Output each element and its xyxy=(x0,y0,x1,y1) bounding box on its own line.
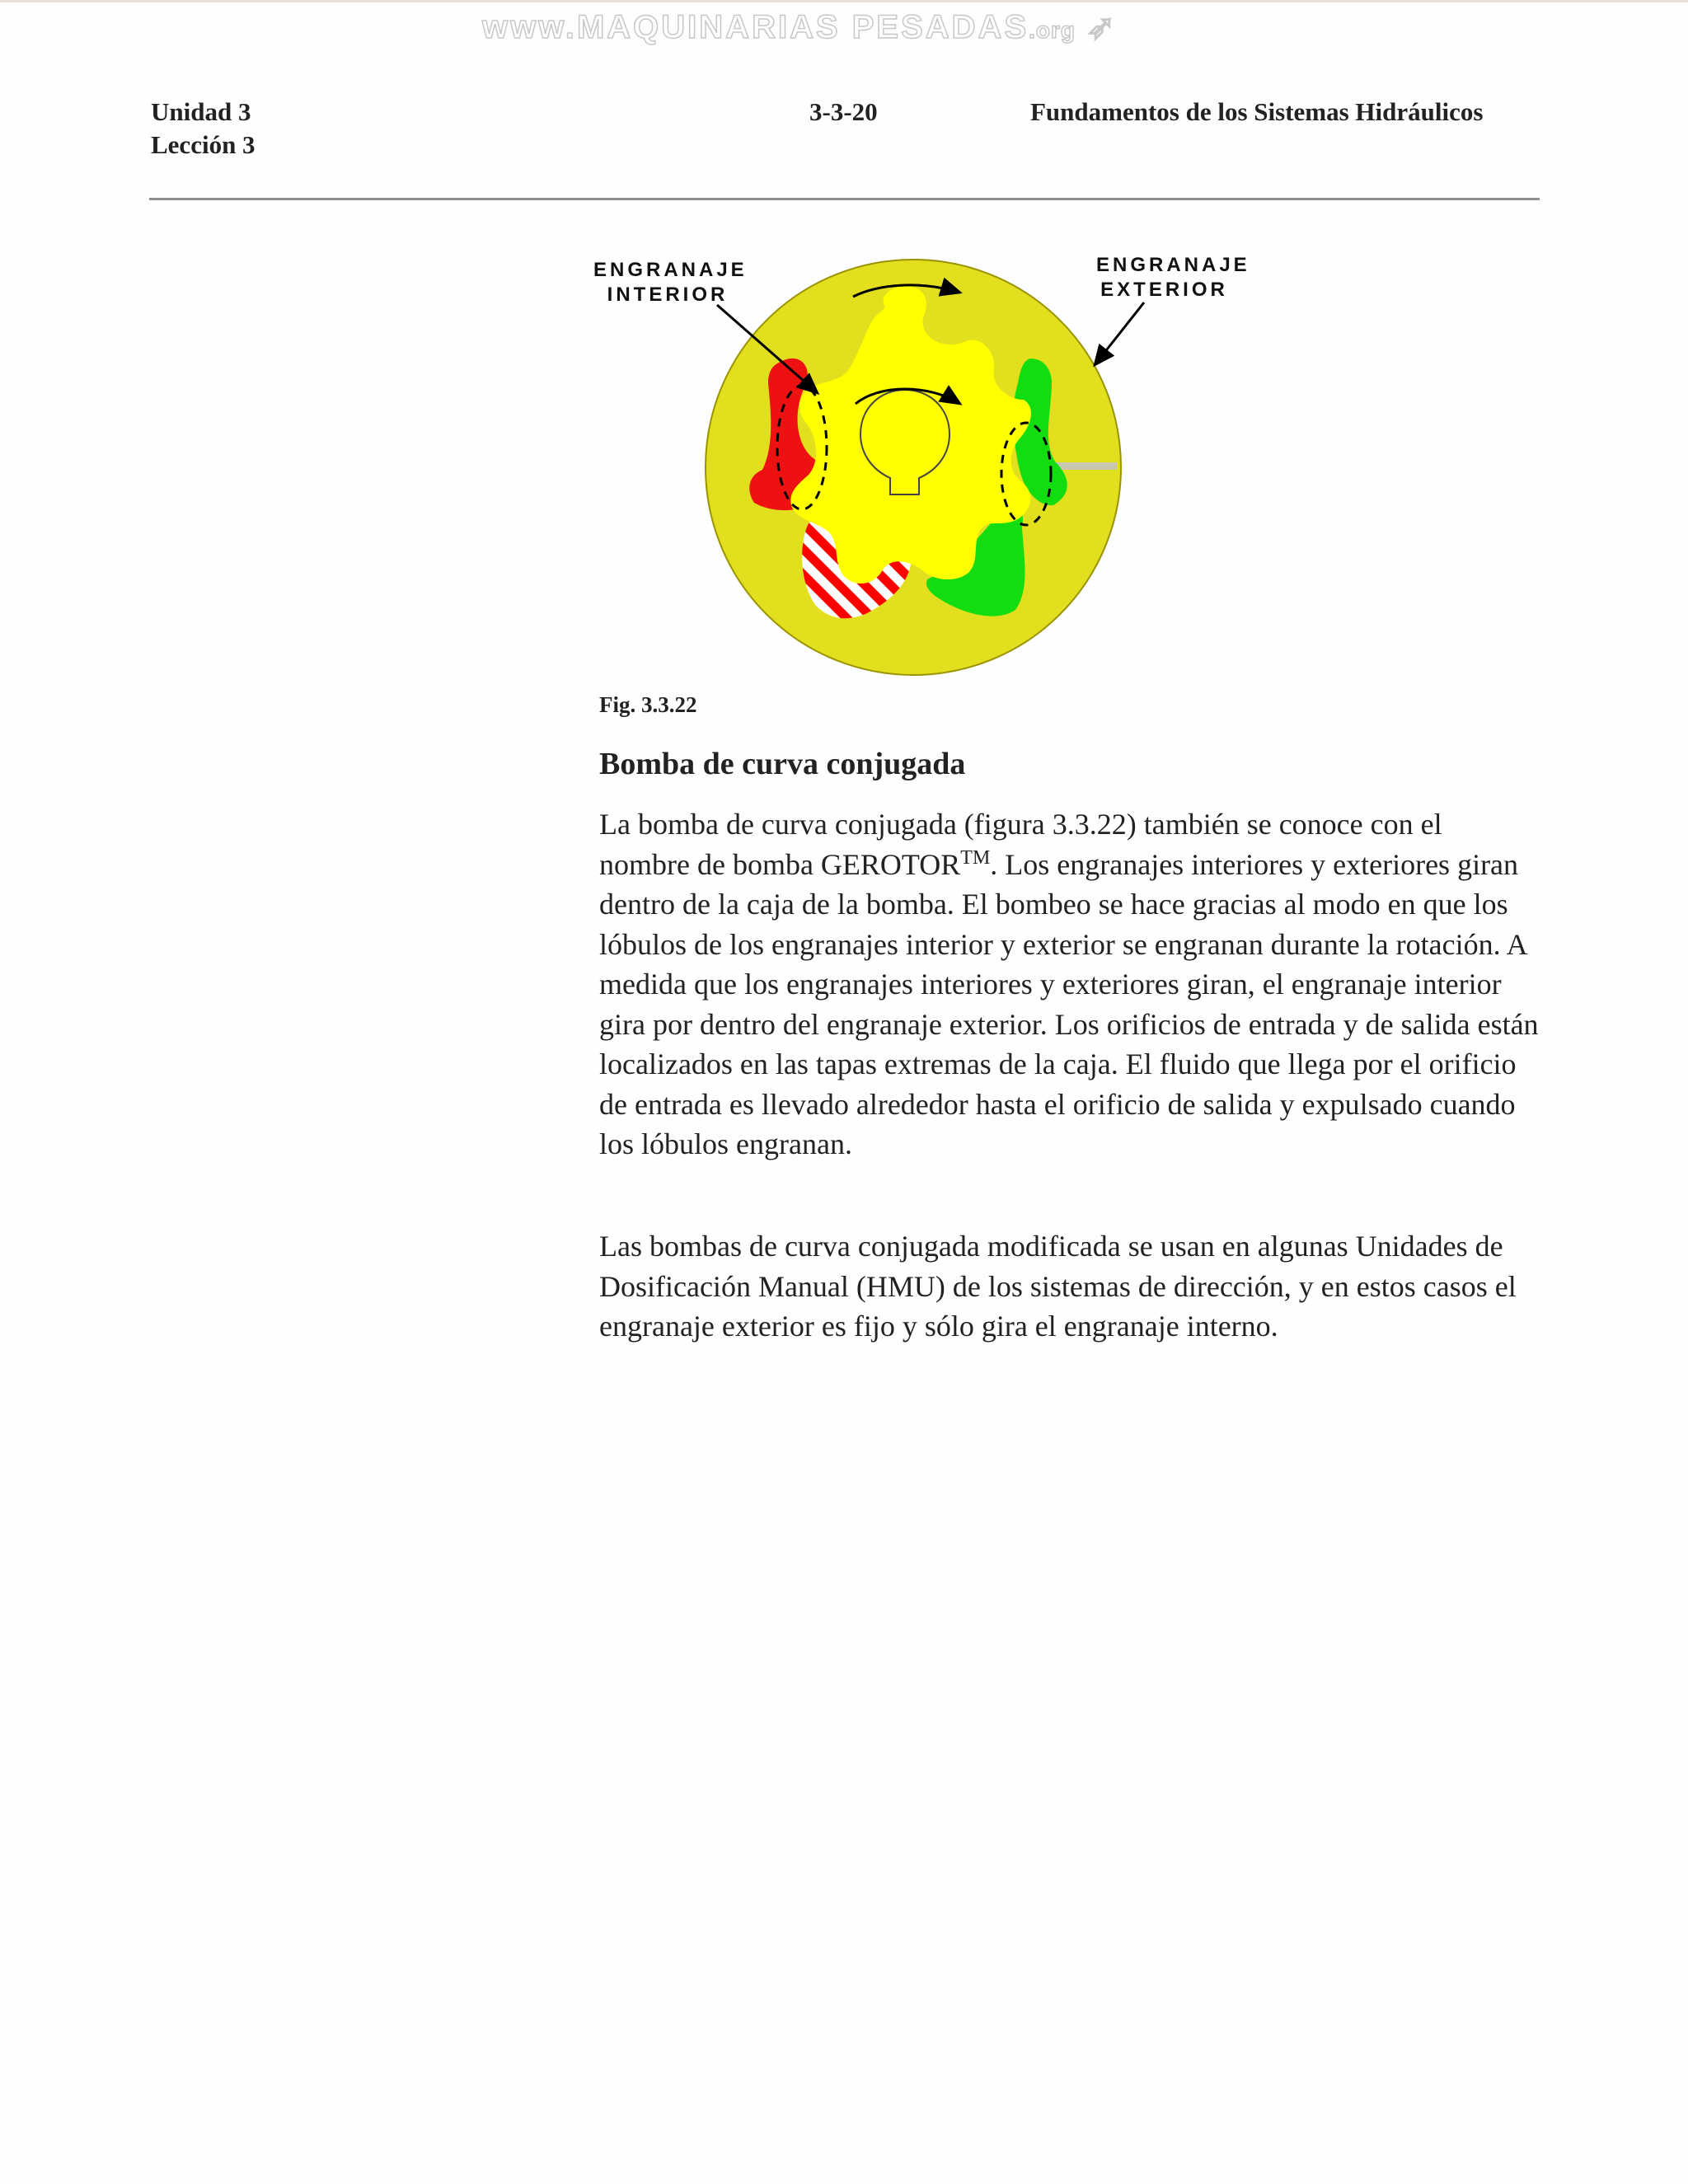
pointer-exterior xyxy=(1095,302,1144,365)
watermark xyxy=(482,8,1118,46)
paragraph-1-text-cont: . Los engranajes interiores y exteriores giran dentro de la caja de la bomba. El bombeo se hace gracias al modo en que los lóbulos de los engranajes interior y exterior se engranan durante la rotación. A medida que los engranajes interiores y exteriores giran, el engranaje interior gira por dentro del engranaje exterior. Los orificios de entrada y de salida están localizados en las tapas extremas de la caja. El fluido que llega por el orificio de entrada es llevado alrededor hasta el orificio de salida y expulsado cuando los lóbulos engranan. xyxy=(599,847,1539,1160)
gerotor-figure xyxy=(593,243,1269,680)
paragraph-1 xyxy=(599,804,1539,1165)
watermark-suffix: .org xyxy=(1029,17,1076,43)
gerotor-diagram xyxy=(593,243,1269,680)
label-inner-gear: ENGRANAJE INTERIOR xyxy=(593,259,748,306)
unit-label: Unidad 3 xyxy=(151,97,251,126)
watermark-text: www.MAQUINARIAS PESADAS xyxy=(482,9,1029,45)
header-rule xyxy=(149,198,1540,200)
page-number: 3-3-20 xyxy=(809,97,878,126)
paragraph-2: Las bombas de curva conjugada modificada se usan en algunas Unidades de Dosificación Manual (HMU) de los sistemas de dirección, y en estos casos el engranaje exterior es fijo y sólo gira el engranaje interno. xyxy=(599,1230,1517,1343)
label-outer-gear: ENGRANAJE EXTERIOR xyxy=(1096,254,1250,301)
paragraph-1-text: La bomba de curva conjugada (figura 3.3.22) también se conoce con el nombre de bomba GEROTOR xyxy=(599,808,1442,881)
section-heading: Bomba de curva conjugada xyxy=(599,747,966,781)
top-border xyxy=(0,0,1688,2)
lesson-label: Lección 3 xyxy=(151,130,256,159)
book-title: Fundamentos de los Sistemas Hidráulicos xyxy=(1030,97,1484,126)
trademark-mark: TM xyxy=(960,846,991,869)
cursor-icon: ➶ xyxy=(1087,9,1118,45)
figure-caption: Fig. 3.3.22 xyxy=(599,692,697,717)
